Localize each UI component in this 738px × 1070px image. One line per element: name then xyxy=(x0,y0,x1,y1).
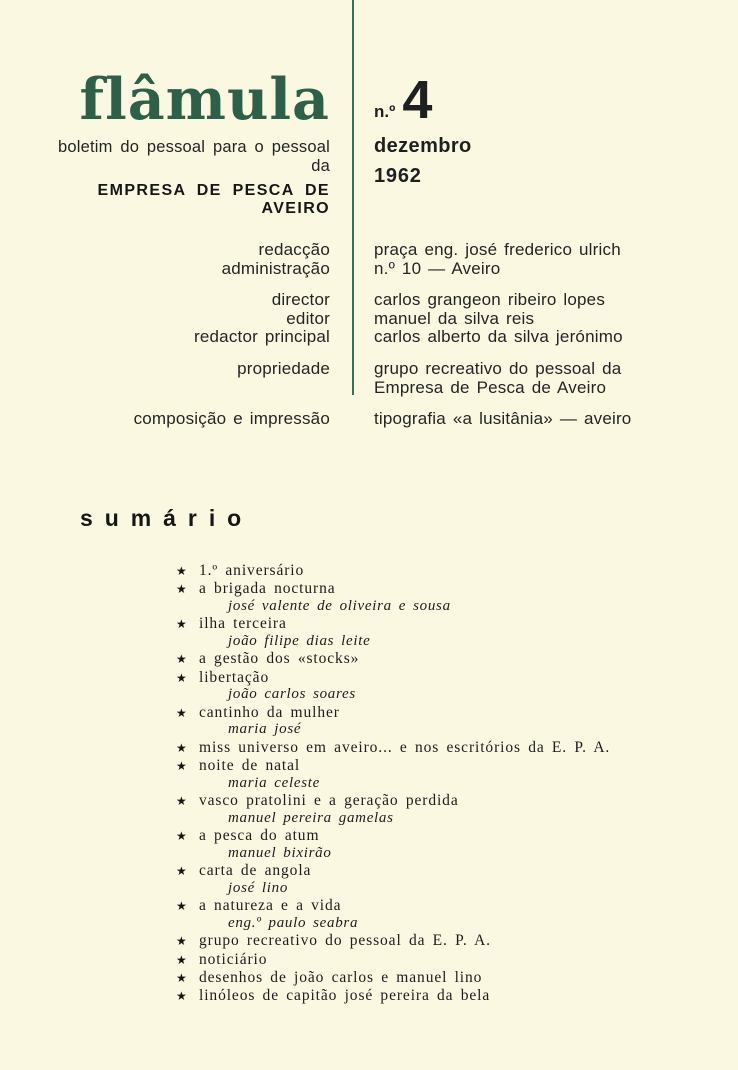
credit-value: manuel da silva reis xyxy=(374,308,535,328)
credit-label: director xyxy=(271,290,330,310)
star-bullet-icon: ★ xyxy=(176,971,187,986)
summary-item xyxy=(176,863,708,897)
masthead-left-column xyxy=(0,66,352,218)
summary-item-line xyxy=(176,758,708,775)
credit-label: redactor principal xyxy=(194,327,330,347)
star-bullet-icon: ★ xyxy=(176,759,187,774)
summary-item-title: noite de natal xyxy=(199,757,301,775)
summary-item-author: manuel pereira gamelas xyxy=(228,809,394,826)
summary-item xyxy=(176,670,708,704)
star-bullet-icon: ★ xyxy=(176,617,187,632)
credit-labels xyxy=(0,291,352,347)
credit-labels xyxy=(0,241,352,278)
summary-item-line xyxy=(176,828,708,845)
credit-value: carlos grangeon ribeiro lopes xyxy=(374,290,606,310)
summary-item xyxy=(176,758,708,792)
summary-item xyxy=(176,705,708,739)
star-bullet-icon: ★ xyxy=(176,864,187,879)
summary-item-title: noticiário xyxy=(199,950,268,968)
summary-item-line xyxy=(176,863,708,880)
summary-item-line xyxy=(176,933,708,950)
summary-item-line xyxy=(176,581,708,598)
star-bullet-icon: ★ xyxy=(176,989,187,1004)
credit-label: redacção xyxy=(258,240,330,259)
summary-item-title: vasco pratolini e a geração perdida xyxy=(199,792,459,810)
credit-values xyxy=(352,241,738,278)
summary-item-title: a brigada nocturna xyxy=(199,580,336,598)
credit-values xyxy=(352,291,738,347)
star-bullet-icon: ★ xyxy=(176,934,187,949)
credit-value: praça eng. josé frederico ulrich xyxy=(374,240,621,259)
credit-row xyxy=(0,291,738,347)
summary-item-author: maria celeste xyxy=(228,774,320,791)
credit-label: propriedade xyxy=(237,358,330,378)
summary-item-title: desenhos de joão carlos e manuel lino xyxy=(199,969,483,987)
summary-item-author: joão carlos soares xyxy=(228,686,356,703)
summary-item-line xyxy=(176,952,708,969)
credit-value: n.º 10 — Aveiro xyxy=(374,258,501,278)
issue-month: dezembro xyxy=(374,135,472,158)
star-bullet-icon: ★ xyxy=(176,563,187,578)
summary-item-line xyxy=(176,898,708,915)
summary-item-title: grupo recreativo do pessoal da E. P. A. xyxy=(199,932,491,950)
credit-values xyxy=(352,410,738,429)
credits-block xyxy=(0,241,738,429)
summary-item-line xyxy=(176,988,708,1005)
credit-row xyxy=(0,241,738,278)
summary-item-author: maria josé xyxy=(228,721,302,738)
credit-value: Empresa de Pesca de Aveiro xyxy=(374,377,607,397)
star-bullet-icon: ★ xyxy=(176,582,187,597)
star-bullet-icon: ★ xyxy=(176,952,187,967)
star-bullet-icon: ★ xyxy=(176,705,187,720)
credit-label: administração xyxy=(221,258,330,278)
summary-item xyxy=(176,581,708,615)
issue-number-prefix: n.º xyxy=(374,102,396,122)
summary-item-line xyxy=(176,670,708,687)
star-bullet-icon: ★ xyxy=(176,829,187,844)
summary-item xyxy=(176,563,708,580)
star-bullet-icon: ★ xyxy=(176,652,187,667)
summary-item xyxy=(176,793,708,827)
summary-item xyxy=(176,970,708,987)
summary-item-line xyxy=(176,563,708,580)
credit-value: grupo recreativo do pessoal da xyxy=(374,358,622,378)
summary-item-title: linóleos de capitão josé pereira da bela xyxy=(199,987,491,1005)
star-bullet-icon: ★ xyxy=(176,899,187,914)
summary-item-author: joão filipe dias leite xyxy=(228,632,371,649)
summary-item-line xyxy=(176,970,708,987)
summary-item-line xyxy=(176,705,708,722)
column-divider-line xyxy=(352,0,354,395)
summary-title: sumário xyxy=(80,504,254,531)
summary-item-title: miss universo em aveiro... e nos escritórios da E. P. A. xyxy=(199,738,611,756)
summary-item-title: 1.º aniversário xyxy=(199,561,305,579)
summary-item-author: manuel bixirão xyxy=(228,845,332,861)
issue-block xyxy=(352,72,738,218)
summary-item-title: cantinho da mulher xyxy=(199,703,340,721)
summary-item xyxy=(176,988,708,1005)
summary-item-author: josé valente de oliveira e sousa xyxy=(228,597,451,614)
summary-item-title: a natureza e a vida xyxy=(199,897,342,915)
credit-label: editor xyxy=(286,308,330,328)
star-bullet-icon: ★ xyxy=(176,670,187,685)
summary-item xyxy=(176,828,708,862)
credit-row xyxy=(0,360,738,397)
credit-row xyxy=(0,410,738,429)
credit-value: tipografia «a lusitânia» — aveiro xyxy=(374,409,632,429)
issue-number-line xyxy=(374,70,708,130)
summary-section xyxy=(0,505,738,1005)
summary-item-author: eng.º paulo seabra xyxy=(228,915,359,932)
summary-item-line xyxy=(176,616,708,633)
credit-labels xyxy=(0,360,352,397)
summary-item-title: a pesca do atum xyxy=(199,827,320,845)
credit-labels xyxy=(0,410,352,429)
summary-item-line xyxy=(176,651,708,668)
star-bullet-icon: ★ xyxy=(176,794,187,809)
masthead xyxy=(0,0,738,429)
summary-list xyxy=(0,563,738,1005)
masthead-row xyxy=(0,66,738,218)
summary-item-line xyxy=(176,793,708,810)
masthead-subtitle: boletim do pessoal para o pessoal da xyxy=(57,138,330,175)
credit-values xyxy=(352,360,738,397)
summary-item-title: a gestão dos «stocks» xyxy=(199,650,360,668)
issue-number: 4 xyxy=(402,70,433,130)
summary-item xyxy=(176,616,708,650)
summary-item xyxy=(176,952,708,969)
summary-item-line xyxy=(176,740,708,757)
credit-value: carlos alberto da silva jerónimo xyxy=(374,327,623,347)
summary-item xyxy=(176,740,708,757)
summary-item xyxy=(176,933,708,950)
issue-year: 1962 xyxy=(374,165,422,188)
summary-item xyxy=(176,898,708,932)
masthead-organization: EMPRESA DE PESCA DE AVEIRO xyxy=(97,182,330,217)
summary-item-title: libertação xyxy=(199,668,270,686)
summary-item-author: josé lino xyxy=(228,880,289,897)
summary-item-title: ilha terceira xyxy=(199,615,287,633)
summary-item xyxy=(176,651,708,668)
star-bullet-icon: ★ xyxy=(176,740,187,755)
magazine-logo: flâmula xyxy=(79,66,330,133)
credit-label: composição e impressão xyxy=(133,409,330,429)
summary-item-title: carta de angola xyxy=(199,862,312,880)
